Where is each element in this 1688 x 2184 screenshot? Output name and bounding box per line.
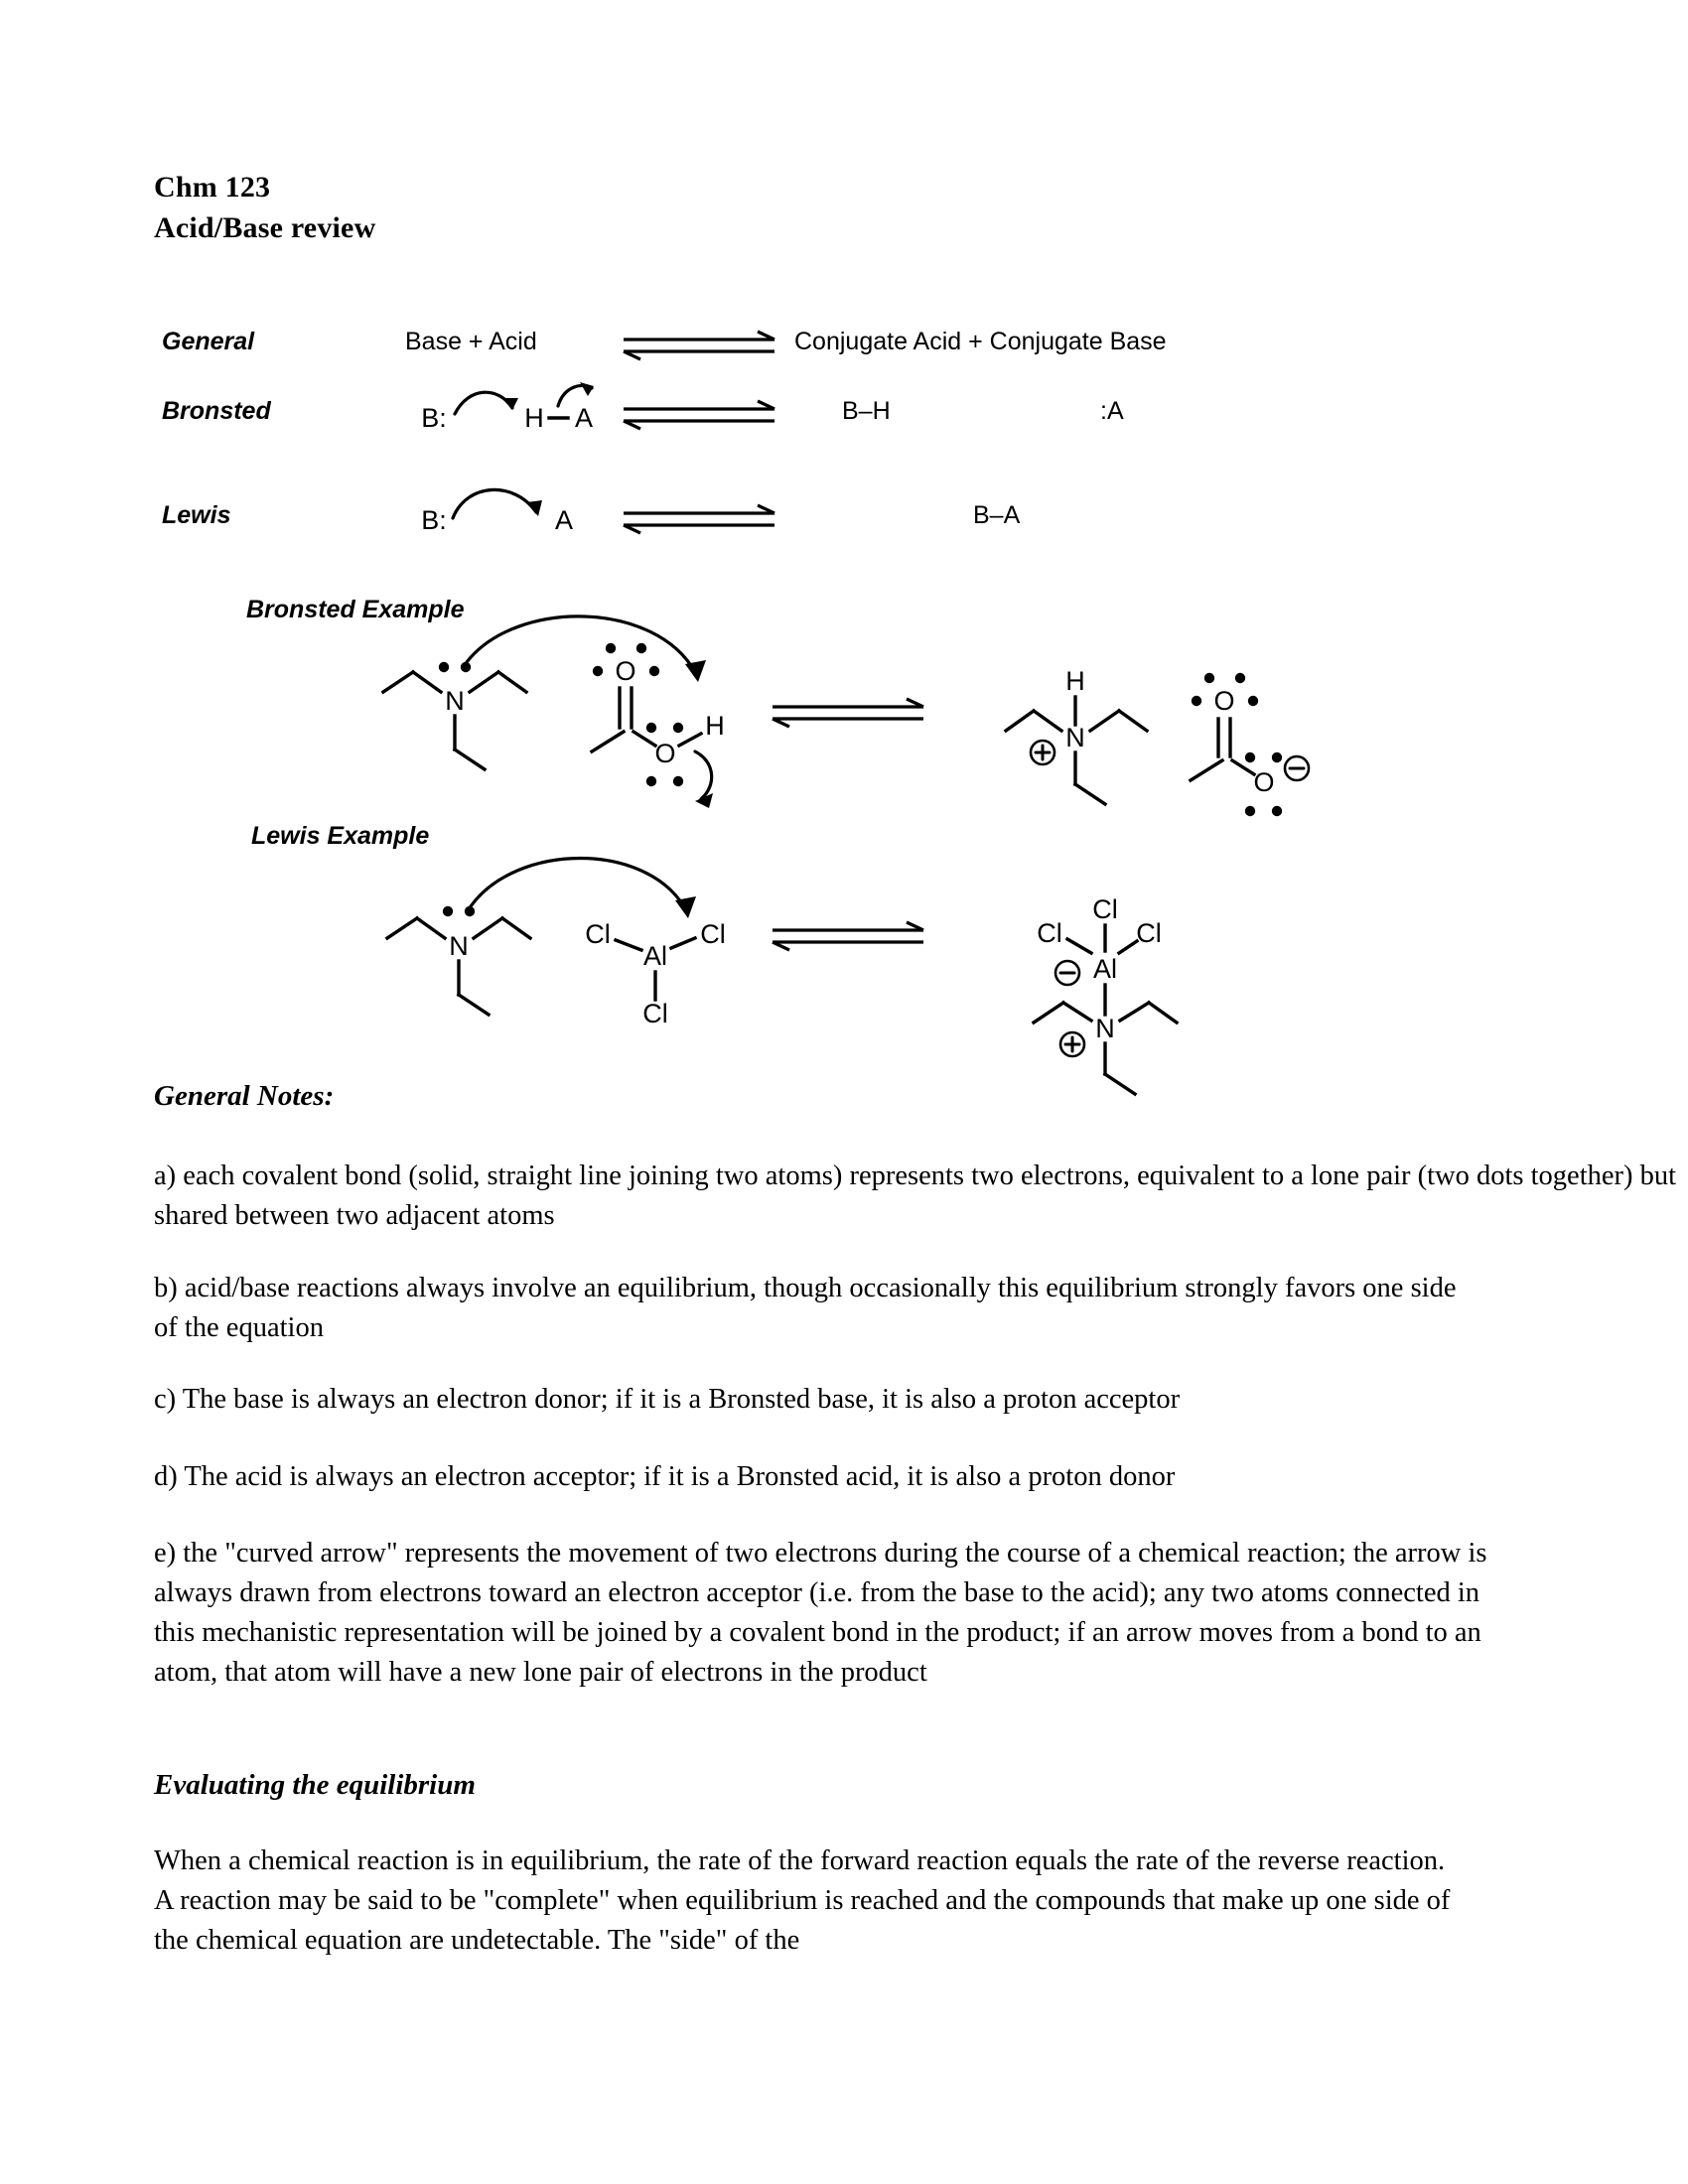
general-notes-heading: General Notes: bbox=[154, 1080, 335, 1112]
lone-pair-dot bbox=[1245, 806, 1255, 816]
bronsted-product-left: B–H bbox=[842, 397, 891, 425]
lone-pair-dot bbox=[1272, 752, 1282, 762]
chlorine-right-label: Cl bbox=[700, 919, 726, 950]
acidic-hydrogen-label: H bbox=[705, 711, 725, 742]
general-products: Conjugate Acid + Conjugate Base bbox=[794, 328, 1167, 355]
lone-pair-dot bbox=[606, 643, 616, 653]
lone-pair-dot bbox=[649, 666, 659, 676]
lone-pair-dot bbox=[636, 643, 646, 653]
document-subtitle: Acid/Base review bbox=[154, 211, 376, 244]
equilibrium-arrow-bronsted bbox=[621, 397, 779, 437]
lone-pair-dot bbox=[1192, 696, 1201, 706]
lewis-example-product bbox=[978, 864, 1316, 1092]
carbonyl-oxygen-label: O bbox=[615, 656, 636, 687]
scheme-label-bronsted: Bronsted bbox=[162, 397, 271, 425]
acetate-oxygen-top-label: O bbox=[1213, 686, 1235, 717]
bronsted-acid-a-label: A bbox=[574, 403, 594, 434]
lone-pair-dot bbox=[1272, 806, 1282, 816]
bronsted-acid-h-label: H bbox=[524, 403, 544, 434]
bronsted-example-products bbox=[958, 645, 1286, 824]
bronsted-base-label: B: bbox=[421, 403, 447, 434]
ammonium-hydrogen-label: H bbox=[1065, 666, 1085, 697]
note-item-d: d) The acid is always an electron acceptor; if it is a Bronsted acid, it is also a proton donor bbox=[154, 1461, 1176, 1492]
lone-pair-dot bbox=[1235, 673, 1245, 683]
lewis-acid-label: A bbox=[554, 505, 574, 536]
chlorine-right-label: Cl bbox=[1136, 918, 1162, 949]
chlorine-left-label: Cl bbox=[1037, 918, 1062, 949]
course-title: Chm 123 bbox=[154, 171, 271, 204]
chlorine-top-label: Cl bbox=[1092, 894, 1118, 925]
chlorine-left-label: Cl bbox=[585, 919, 611, 950]
bronsted-example-reactants bbox=[367, 611, 784, 824]
note-item-a: a) each covalent bond (solid, straight line joining two atoms) represents two electrons, equivalent to a lone pair (two dots together) but shared between two adjacent atoms bbox=[154, 1160, 1677, 1231]
lewis-product: B–A bbox=[973, 501, 1021, 529]
equilibrium-arrow-lewis bbox=[621, 501, 779, 541]
bronsted-reactants-diagram bbox=[417, 372, 645, 452]
lone-pair-dot bbox=[461, 662, 471, 672]
lewis-base-label: B: bbox=[421, 505, 447, 536]
amine-nitrogen-label: N bbox=[449, 931, 469, 962]
lone-pair-dot bbox=[1245, 752, 1255, 762]
document-header bbox=[154, 167, 375, 248]
equilibrium-arrow-lewis-example bbox=[770, 918, 928, 958]
ammonium-nitrogen-label: N bbox=[1095, 1014, 1115, 1044]
lone-pair-dot bbox=[465, 906, 475, 916]
lone-pair-dot bbox=[1248, 696, 1258, 706]
bronsted-example-title: Bronsted Example bbox=[246, 596, 465, 623]
chlorine-bottom-label: Cl bbox=[642, 999, 668, 1029]
note-item-b: b) acid/base reactions always involve an equilibrium, though occasionally this equilibrium strongly favors one side of the equation bbox=[154, 1273, 1457, 1343]
ammonium-nitrogen-label: N bbox=[1065, 723, 1085, 753]
lone-pair-dot bbox=[1204, 673, 1214, 683]
lone-pair-dot bbox=[646, 776, 656, 786]
lone-pair-dot bbox=[439, 662, 449, 672]
equilibrium-arrow-bronsted-example bbox=[770, 695, 928, 735]
lone-pair-dot bbox=[673, 776, 683, 786]
lewis-example-reactants bbox=[367, 849, 765, 1057]
equilibrium-section-heading: Evaluating the equilibrium bbox=[154, 1769, 476, 1801]
aluminum-label: Al bbox=[1092, 954, 1118, 985]
bronsted-product-right: :A bbox=[1100, 397, 1124, 425]
lone-pair-dot bbox=[593, 666, 603, 676]
lewis-example-title: Lewis Example bbox=[251, 822, 430, 850]
acetate-oxygen-bottom-label: O bbox=[1253, 767, 1275, 798]
note-item-c: c) The base is always an electron donor; if it is a Bronsted base, it is also a proton acceptor bbox=[154, 1384, 1181, 1415]
lewis-reactants-diagram bbox=[417, 475, 645, 554]
scheme-label-general: General bbox=[162, 328, 255, 355]
scheme-label-lewis: Lewis bbox=[162, 501, 231, 529]
aluminum-label: Al bbox=[642, 941, 668, 972]
general-reactants: Base + Acid bbox=[405, 328, 537, 355]
note-item-e: e) the "curved arrow" represents the movement of two electrons during the course of a chemical reaction; the arrow is always drawn from electrons toward an electron acceptor (i.e. from the base to the acid); any two atoms connected in this mechanistic representation will be joined by a covalent bond in the product; if an arrow moves from a bond to an atom, that atom will have a new lone pair of electrons in the product bbox=[154, 1538, 1487, 1688]
hydroxyl-oxygen-label: O bbox=[654, 739, 676, 769]
equilibrium-section-paragraph: When a chemical reaction is in equilibrium, the rate of the forward reaction equals the rate of the reverse reaction. A reaction may be said to be "complete" when equilibrium is reached and the compounds that make up one side of the chemical equation are undetectable. The "side" of the bbox=[154, 1845, 1451, 1956]
lone-pair-dot bbox=[443, 906, 453, 916]
equilibrium-arrow-general bbox=[621, 328, 779, 367]
amine-nitrogen-label: N bbox=[445, 686, 465, 717]
lone-pair-dot bbox=[673, 723, 683, 733]
lone-pair-dot bbox=[646, 723, 656, 733]
